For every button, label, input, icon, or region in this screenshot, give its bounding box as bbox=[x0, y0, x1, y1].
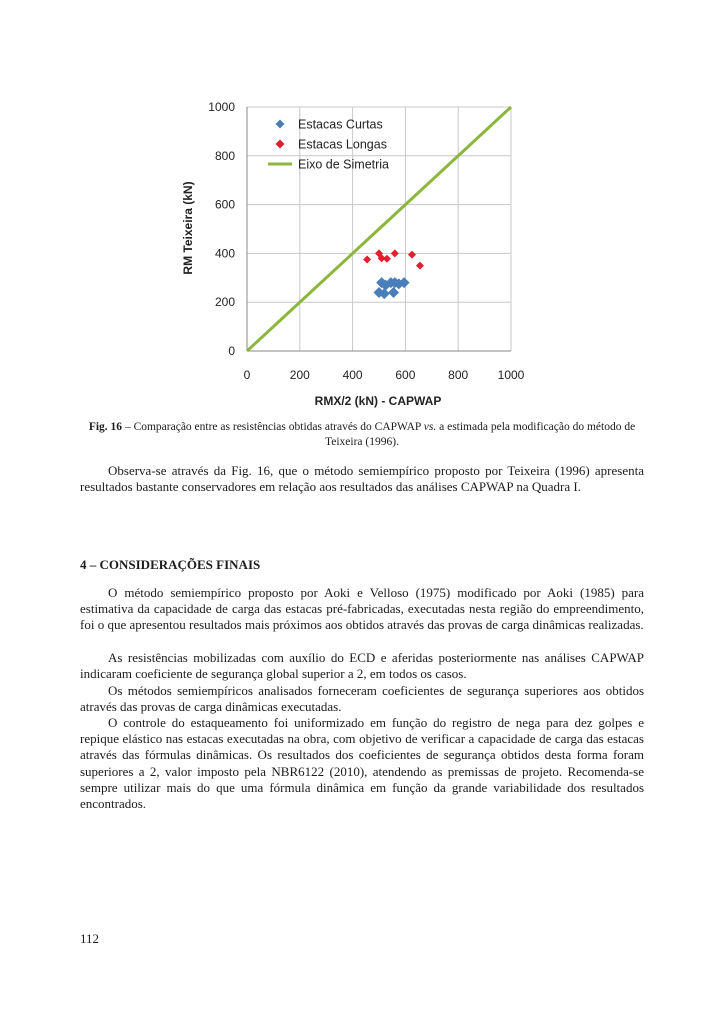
page-number: 112 bbox=[80, 931, 100, 946]
x-tick-label: 1000 bbox=[497, 368, 525, 382]
scatter-chart bbox=[170, 92, 550, 412]
paragraph-3: Os métodos semiempíricos analisados forneceram coeficientes de segurança superiores aos obtidos através das provas de carga dinâmicas executadas. bbox=[80, 683, 644, 715]
data-point bbox=[416, 262, 424, 270]
y-axis-label: RM Teixeira (kN) bbox=[181, 181, 195, 275]
y-tick-label: 600 bbox=[214, 197, 235, 212]
data-point bbox=[408, 251, 416, 259]
caption-text: – Comparação entre as resistências obtidas através do CAPWAP bbox=[122, 421, 424, 433]
chart-legend bbox=[268, 118, 389, 172]
x-tick-label: 600 bbox=[395, 368, 416, 382]
paragraph-1: O método semiempírico proposto por Aoki e Velloso (1975) modificado por Aoki (1985) para estimativa da capacidade de carga das estacas pré-fabricadas, executadas nesta região do empreendimento, foi o que apresentou resultados mais próximos aos obtidos através das provas de carga dinâmicas realizadas. bbox=[80, 585, 644, 633]
figure-label: Fig. 16 bbox=[88, 421, 123, 433]
intro-paragraph: Observa-se através da Fig. 16, que o método semiempírico proposto por Teixeira (1996) apresenta resultados bastante conservadores em relação aos resultados das análises CAPWAP na Quadra I. bbox=[80, 463, 644, 495]
legend-label: Eixo de Simetria bbox=[298, 157, 390, 172]
legend-marker bbox=[276, 120, 285, 129]
y-tick-label: 0 bbox=[228, 344, 235, 358]
y-tick-label: 400 bbox=[214, 246, 235, 261]
y-tick-label: 800 bbox=[214, 148, 235, 163]
x-tick-label: 800 bbox=[448, 368, 469, 382]
figure-caption bbox=[80, 420, 644, 450]
data-point bbox=[363, 256, 371, 264]
caption-vs: vs. bbox=[423, 421, 437, 433]
paragraph-2: As resistências mobilizadas com auxílio do ECD e aferidas posteriormente nas análises CAPWAP indicaram coeficiente de segurança global superior a 2, em todos os casos. bbox=[80, 650, 644, 682]
legend-label: Estacas Longas bbox=[298, 137, 387, 152]
x-tick-label: 200 bbox=[289, 368, 310, 382]
data-point bbox=[391, 249, 399, 257]
y-tick-label: 1000 bbox=[208, 100, 235, 114]
x-tick-label: 400 bbox=[342, 368, 363, 382]
legend-label: Estacas Curtas bbox=[298, 117, 383, 132]
section-heading: 4 – CONSIDERAÇÕES FINAIS bbox=[80, 557, 261, 572]
y-tick-label: 200 bbox=[214, 295, 235, 310]
x-axis-label: RMX/2 (kN) - CAPWAP bbox=[314, 394, 442, 408]
x-tick-label: 0 bbox=[243, 368, 251, 382]
legend-marker bbox=[276, 140, 285, 149]
caption-text-end: a estimada pela modificação do método de Teixeira (1996). bbox=[325, 421, 636, 448]
paragraph-4: O controle do estaqueamento foi uniformizado em função do registro de nega para dez golpes e repique elástico nas estacas executadas na obra, com objetivo de verificar a capacidade de carga das estacas através das fórmulas dinâmicas. Os resultados dos coeficientes de segurança obtidos desta forma foram superiores a 2, valor imposto pela NBR6122 (2010), atendendo as premissas de projeto. Recomenda-se sempre utilizar mais do que uma fórmula dinâmica em função da grande variabilidade dos resultados encontrados. bbox=[80, 715, 644, 812]
data-point bbox=[388, 287, 399, 298]
data-point bbox=[383, 255, 391, 263]
